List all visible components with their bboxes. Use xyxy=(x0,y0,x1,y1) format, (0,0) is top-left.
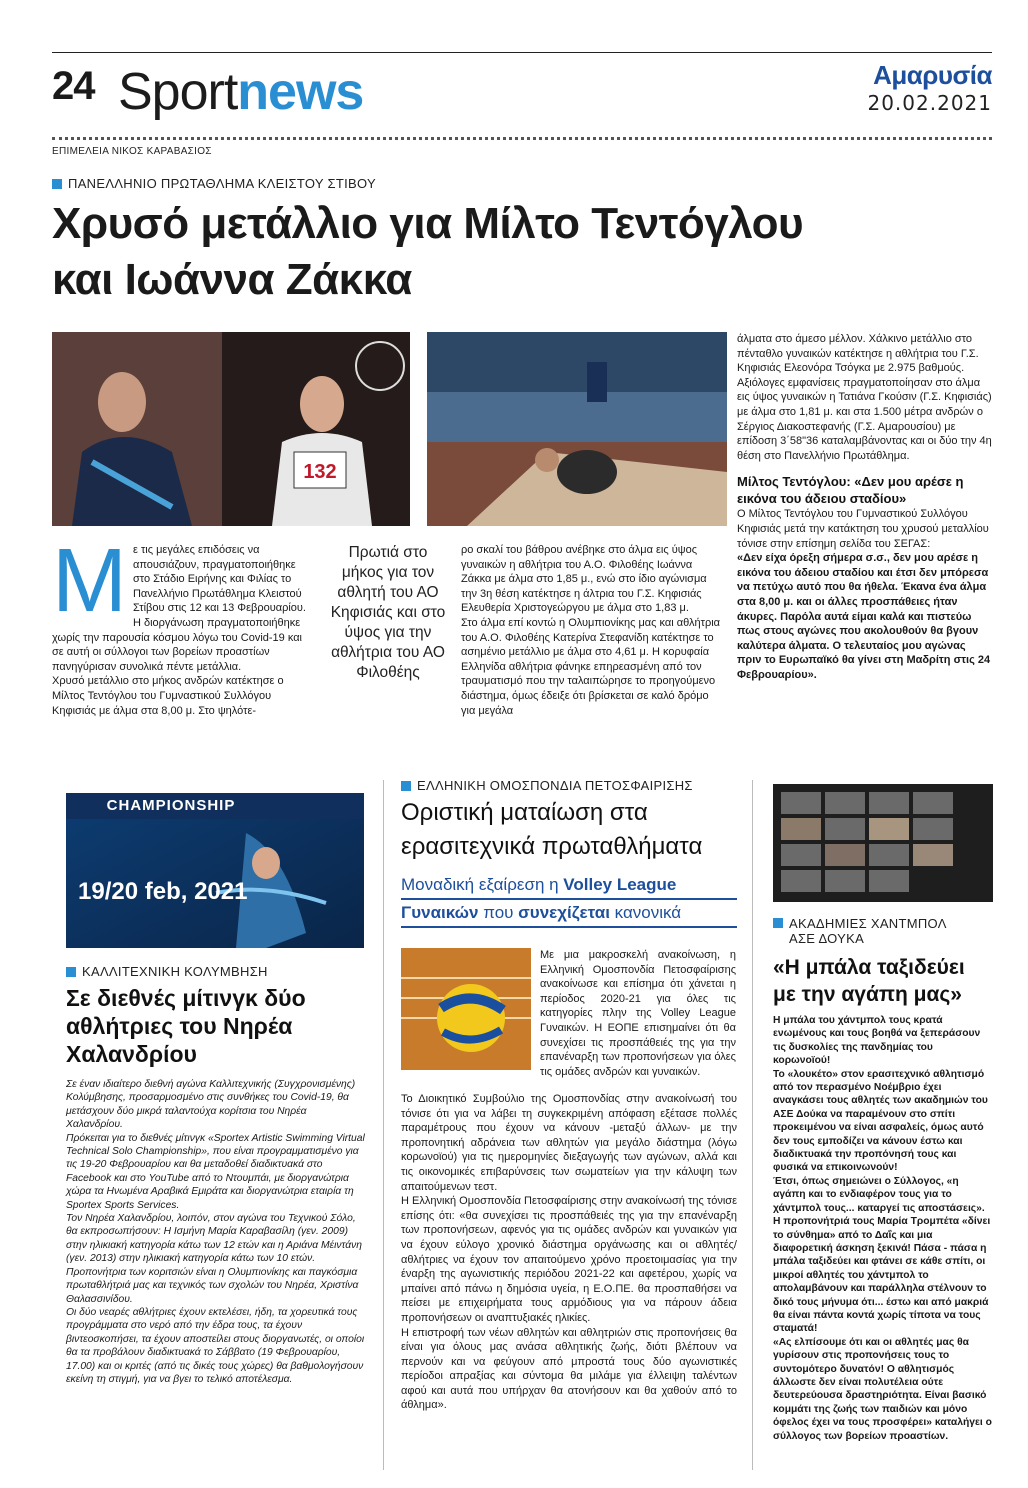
column-divider xyxy=(383,780,384,1470)
swim-paragraph-4: Οι δύο νεαρές αθλήτριες έχουν εκτελέσει, ήδη, τα χορευτικά τους προγράμματα στο νερό από την έδρα τους, τα έχουν βιντεοσκοπήσει, τα έχουν αποστείλει στους διοργανωτές, οι οποίοι θα τα προβάλουν διαδικτυακά το Σάββατο (19 Φεβρουαρίου, 17.00) και οι κριτές (από τις δικές τους χώρες) θα βαθμολογήσουν εκείνη τη στιγμή, για να βγει το τελικό αποτέλεσμα. xyxy=(66,1306,365,1385)
handball-body xyxy=(773,1014,993,1443)
handball-paragraph-1: Η μπάλα του χάντμπολ τους κρατά ενωμένους και τους βοηθά να ξεπεράσουν τις δυσκολίες της πανδημίας του κορωνοϊού! xyxy=(773,1015,981,1067)
lead-photo-longjump xyxy=(427,332,727,526)
volley-paragraph-3: Η Ελληνική Ομοσπονδία Πετοσφαίρισης στην ανακοίνωσή της τόνισε επίσης ότι: «θα συνεχίσει τις προσπάθειές της για την επανέναρξη των προπονήσεων, αφενός για τις ομάδες ανδρών και γυναικών για να έχουν εύλογο χρονικό διάστημα οργάνωσης και οι αθλητές/αθλήτριες να έχουν τον απαιτούμενο χρόνο προετοιμασίας για την έναρξη της αγωνιστικής περιόδου 2021-22 και αφετέρου, χωρίς να μπαίνει από πάνω η δημόσια υγεία, η Ε.Ο.ΠΕ. θα προσπαθήσει να πείσει με επιχειρήματα τους αρμόδιους για να πάρουν άδεια προπονήσεων οι αναπτυξιακές ηλικίες. xyxy=(401,1195,737,1324)
swim-paragraph-2: Πρόκειται για το διεθνές μίτινγκ «Sportex Artistic Swimming Virtual Technical Solo Championship», που είναι προγραμματισμένο για τις 19-20 Φεβρουαρίου και θα μεταδοθεί διαδικτυακά στο Facebook και στο YouTube από το Ντουμπάι, με διοργανώτρια χώρα τα Ηνωμένα Αραβικά Εμιράτα και διοργανώτρια εταιρία τη Sportex Sports Services. xyxy=(66,1132,365,1211)
editor-credit: ΕΠΙΜΕΛΕΙΑ ΝΙΚΟΣ ΚΑΡΑΒΑΣΙΟΣ xyxy=(52,146,212,157)
lead-col3-paragraph: ρο σκαλί του βάθρου ανέβηκε στο άλμα εις ύψος γυναικών η αθλήτρια του Α.Ο. Φιλοθέης Ιωάννα Ζάκκα με άλμα στο 1,85 μ., ενώ στο ίδιο αγώνισμα την 3η θέση κατέκτησε η άλτρια του Γ.Σ. Κηφισιάς Ελευθερία Χριστογεώργου με άλμα στο 1,83 μ. xyxy=(461,544,707,615)
handball-videocall-photo xyxy=(773,784,993,902)
swim-headline: Σε διεθνές μίτινγκ δύο αθλήτριες του Νηρέα Χαλανδρίου xyxy=(66,985,306,1067)
kicker-square-icon xyxy=(773,918,783,928)
lead-col4b-paragraph: Αξιόλογες εμφανίσεις πραγματοποίησαν στο άλμα εις ύψος γυναικών η Τατιάνα Γκούσιν (Γ.Σ. Κηφισιάς) με άλμα στο 1,81 μ. και στα 1.500 μέτρα ανδρών ο Σέργιος Διακοστεφανής (Γ.Σ. Αμαρουσίου) με επίδοση 3΄58"36 καταλαμβάνοντας και οι δύο την 4η θέση στο Πανελλήνιο Πρωτάθλημα. xyxy=(737,376,992,462)
lead-column-1 xyxy=(52,531,314,718)
swim-paragraph-1: Σε έναν ιδιαίτερο διεθνή αγώνα Καλλιτεχνικής (Συγχρονισμένης) Κολύμβησης, προσαρμοσμένο στις συνθήκες του Covid-19, θα μετάσχουν δύο μικρά ταλαντούχα κορίτσια του Νηρέα Χαλανδρίου. xyxy=(66,1079,356,1131)
lead-quote-paragraph: «Δεν είχα όρεξη σήμερα σ.σ., δεν μου αρέσε η εικόνα του άδειου σταδίου και έτσι δεν μπόρεσα να πετύχω αυτό που θα ήθελα. Έκανα ένα άλμα στα 8,00 μ. και οι άλλες προσπάθειες ήταν άκυρες. Παρόλα αυτά είμαι καλά και πιστεύω πως στους αγώνες που ακολουθούν θα βγουν καλύτερα άλματα. Ο τελευταίος μου αγώνας πριν το Ευρωπαϊκό θα γίνει στη Μαδρίτη στις 24 Φεβρουαρίου». xyxy=(737,552,991,681)
lead-col4-paragraph: άλματα στο άμεσο μέλλον. Χάλκινο μετάλλιο στο πένταθλο γυναικών κατέκτησε η αθλήτρια του Γ.Σ. Κηφισιάς Ελεονόρα Τσόγκα με 2.975 βαθμούς. xyxy=(737,333,979,375)
lead-headline-line1: Χρυσό μετάλλιο για Μίλτο Τεντόγλου xyxy=(52,199,804,248)
handball-paragraph-4: «Ας ελπίσουμε ότι και οι αθλητές μας θα γυρίσουν στις προπονήσεις τους το συντομότερο δυνατόν! Ο αθλητισμός άλλωστε δεν είναι πολυτέλεια ούτε δευτερεύουσα δραστηριότητα. Είναι βασικό κομμάτι της ζωής των παιδιών και μόνο όφελος έχει να τους προσφέρει» καταλήγει ο σύλλογος των βορείων προαστίων. xyxy=(773,1336,992,1442)
handball-paragraph-2: Το «λουκέτο» στον ερασιτεχνικό αθλητισμό από τον περασμένο Νοέμβριο έχει αναγκάσει τους αθλητές των ακαδημιών του ΑΣΕ Δούκα να παραμένουν στο σπίτι προκειμένου να είναι ασφαλείς, όμως αυτό δεν τους εμποδίζει να κάνουν έστω και διαδικτυακά την προπόνησή τους και φυσικά να επικοινωνούν! xyxy=(773,1068,988,1174)
brand-block xyxy=(867,60,992,115)
lead-col4c-paragraph: Ο Μίλτος Τεντόγλου του Γυμναστικού Συλλόγου Κηφισιάς μετά την κατάκτηση του χρυσού μεταλλίου τόνισε στην επίσημη σελίδα του ΣΕΓΑΣ: xyxy=(737,508,989,550)
brand-logo: Αμαρυσία xyxy=(873,60,992,90)
volley-kicker: ΕΛΛΗΝΙΚΗ ΟΜΟΣΠΟΝΔΙΑ ΠΕΤΟΣΦΑΙΡΙΣΗΣ xyxy=(401,778,693,793)
kicker-square-icon xyxy=(66,967,76,977)
volley-paragraph-4: Η επιστροφή των νέων αθλητών και αθλητριών στις προπονήσεις θα είναι για όλους μας ανάσα αθλητικής ζωής, διότι βλέπουν να περνούν και να φεύγουν από μπροστά τους δύο αγωνιστικές περίοδοι απραξίας και σύντομα θα μιλάμε για έλλειψη ταλέντων αφού και αυτά που υπήρχαν θα ατονήσουν και θα χαθούν από το άθλημα». xyxy=(401,1326,737,1412)
volley-paragraph-2: Το Διοικητικό Συμβούλιο της Ομοσπονδίας στην ανακοίνωσή του τόνισε ότι για να λάβει τη συγκεκριμένη απόφαση εξέτασε πολλές παραμέτρους που έχουν να κάνουν -μεταξύ άλλων- με την προπονητική αδράνεια των αθλητών για μεγάλο διάστημα (λόγω κορωνοϊού) για τις ημερομηνίες διεξαγωγής των αγώνων, αλλά και τις οικονομικές επιβαρύνσεις των σωματείων για την κάλυψη των απαιτούμενων τεστ. xyxy=(401,1093,737,1193)
lead-headline xyxy=(52,196,992,308)
kicker-square-icon xyxy=(52,179,62,189)
volley-headline-line2: ερασιτεχνικά πρωταθλήματα xyxy=(401,833,703,860)
volley-headline-line1: Οριστική ματαίωση στα xyxy=(401,799,648,826)
issue-date: 20.02.2021 xyxy=(867,91,992,115)
page-number: 24 xyxy=(52,64,95,108)
kicker-square-icon xyxy=(401,781,411,791)
dropcap: Μ xyxy=(52,531,127,631)
lead-photo-athletes xyxy=(52,332,410,526)
swim-kicker: ΚΑΛΛΙΤΕΧΝΙΚΗ ΚΟΛΥΜΒΗΣΗ xyxy=(66,964,268,979)
volley-ball-photo xyxy=(401,948,531,1070)
lead-col3b-paragraph: Στο άλμα επί κοντώ η Ολυμπιονίκης μας και αθλήτρια του Α.Ο. Φιλοθέης Κατερίνα Στεφανίδη κατέκτησε το ασημένιο μετάλλιο με άλμα στο 4,61 μ. Η κορυφαία Ελληνίδα αθλήτρια φάνηκε επηρεασμένη από τον τραυματισμό που την ταλαιπώρησε το προηγούμενο διάστημα, όμως έδειξε ότι βρίσκεται σε καλό δρόμο για μεγάλα xyxy=(461,616,721,717)
lead-subhead: Μίλτος Τεντόγλου: «Δεν μου αρέσε η εικόνα του άδειου σταδίου» xyxy=(737,474,964,507)
section-title-bold: news xyxy=(237,63,364,121)
swim-body xyxy=(66,1078,366,1386)
volley-body xyxy=(401,1092,737,1413)
swim-paragraph-3: Τον Νηρέα Χαλανδρίου, λοιπόν, στον αγώνα του Τεχνικού Σόλο, θα εκπροσωπήσουν: Η Ισμήνη Μαρία Καραβασίλη (γεν. 2009) στην ηλικιακή κατηγορία κάτω των 12 ετών και η Αριάνα Μέιντάνη (γεν. 2013) στην ηλικιακή κατηγορία κάτω των 10 ετών. Προπονήτρια των κοριτσιών είναι η Ολυμπιονίκης και παγκόσμια πρωταθλήτριά μας και τεχνικός των σχολών του Νηρέα, Χριστίνα Θαλασσινίδου. xyxy=(66,1213,362,1305)
volley-deck xyxy=(401,872,737,928)
section-title xyxy=(118,62,363,122)
volley-headline xyxy=(401,796,741,864)
handball-headline: «Η μπάλα ταξιδεύει με την αγάπη μας» xyxy=(773,956,965,1006)
swim-banner xyxy=(66,793,364,948)
handball-kicker: ΑΚΑΔΗΜΙΕΣ ΧΑΝΤΜΠΟΛ ΑΣΕ ΔΟΥΚΑ xyxy=(773,916,947,946)
volley-deck-line1: Μοναδική εξαίρεση η Volley League xyxy=(401,872,737,900)
volley-intro: Με μια μακροσκελή ανακοίνωση, η Ελληνική Ομοσπονδία Πετοσφαίρισης ανακοίνωσε και επίσημα ότι χάνεται η περίοδος 2020-21 για όλες τις κατηγορίες πλην της Volley League Γυναικών. Η ΕΟΠΕ επισημαίνει ότι θα συνεχίσει τις προσπάθειές της για την επανέναρξη των προπονήσεων για όλες τις ομάδες ανδρών και γυναικών. xyxy=(540,949,736,1078)
column-divider xyxy=(752,780,753,1470)
swim-banner-date: 19/20 feb, 2021 xyxy=(78,878,248,905)
lead-column-3 xyxy=(461,543,721,718)
dotted-rule xyxy=(52,137,992,142)
swim-banner-title: CHAMPIONSHIP xyxy=(106,797,236,814)
svg-text:132: 132 xyxy=(303,461,337,483)
lead-headline-line2: και Ιωάννα Ζάκκα xyxy=(52,255,412,304)
section-title-light: Sport xyxy=(118,63,238,121)
lead-kicker: ΠΑΝΕΛΛΗΝΙΟ ΠΡΩΤΑΘΛΗΜΑ ΚΛΕΙΣΤΟΥ ΣΤΙΒΟΥ xyxy=(52,176,376,191)
top-rule xyxy=(52,52,992,53)
handball-paragraph-3: Έτσι, όπως σημειώνει ο Σύλλογος, «η αγάπη και το ενδιαφέρον τους για το χάντμπολ τους... καταργεί τις αποστάσεις». Η προπονήτριά τους Μαρία Τρομπέτα «δίνει το σύνθημα» από το Δαΐς και μια διαφορετική άσκηση ξεκινά! Πάσα - πάσα η μπάλα ταξιδεύει και φτάνει σε κάθε σπίτι, οι μικροί αθλητές του χάντμπολ το απολαμβάνουν και παράλληλα στέλνουν το δικό τους μήνυμα ότι... έστω και από μακριά θα είναι πάντα κοντά χωρίς τίποτα να τους σταματά! xyxy=(773,1175,991,1335)
lead-col1b-paragraph: Χρυσό μετάλλιο στο μήκος ανδρών κατέκτησε ο Μίλτος Τεντόγλου του Γυμναστικού Συλλόγου Κηφισιάς με άλμα στα 8,00 μ. Στο ψηλότε- xyxy=(52,675,284,717)
lead-col1-paragraph: ε τις μεγάλες επιδόσεις να απουσιάζουν, πραγματοποιήθηκε στο Στάδιο Ειρήνης και Φιλίας το Πανελλήνιο Πρωτάθλημα Κλειστού Στίβου στις 12 και 13 Φεβρουαρίου. Η διοργάνωση πραγματοποιήθηκε χωρίς την παρουσία κόσμου λόγω του Covid-19 και σε αυτή οι σύλλογοι των βορείων προαστίων πανηγύρισαν συνολικά πέντε μετάλλια. xyxy=(52,544,306,673)
lead-column-4 xyxy=(737,332,992,682)
volley-deck-line2: Γυναικών που συνεχίζεται κανονικά xyxy=(401,900,737,928)
lead-pull-quote: Πρωτιά στο μήκος για τον αθλητή του ΑΟ Κηφισιάς και στο ύψος για την αθλήτρια του ΑΟ Φιλοθέης xyxy=(330,544,446,681)
